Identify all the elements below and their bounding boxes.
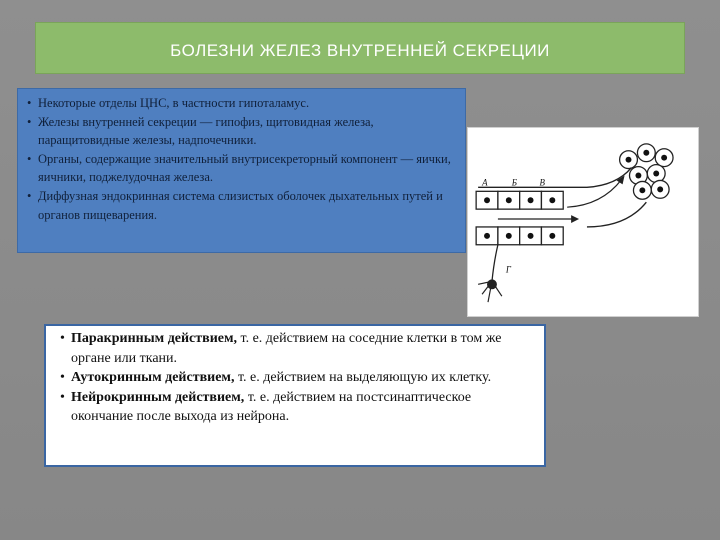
list-item	[60, 329, 536, 368]
list-item: • Некоторые отделы ЦНС, в частности гипоталамус.	[27, 94, 459, 113]
neuron-body	[487, 279, 497, 289]
definition: т. е. действием на выделяющую их клетку.	[234, 370, 492, 385]
definition: т. е. действием на соседние клетки в том же органе или ткани.	[71, 331, 502, 366]
endocrine-organs-box	[17, 88, 466, 253]
vessel-upper-wall	[478, 168, 631, 188]
label-a: А	[482, 177, 488, 188]
vessel-lower-wall	[587, 202, 646, 227]
neuron-axon	[492, 245, 498, 282]
lumen-arrowhead	[571, 215, 579, 223]
hormone-action-diagram	[467, 127, 699, 317]
action-types-box	[44, 324, 546, 467]
diagram-svg	[468, 128, 698, 316]
title-bar	[35, 22, 685, 74]
term: Нейрокринным действием,	[71, 389, 245, 405]
slide-title: БОЛЕЗНИ ЖЕЛЕЗ ВНУТРЕННЕЙ СЕКРЕЦИИ	[170, 41, 550, 60]
label-v: В	[539, 177, 545, 188]
list-item	[60, 368, 536, 388]
list-item: • Железы внутренней секреции — гипофиз, щитовидная железа, паращитовидные железы, надпочечники.	[27, 113, 459, 150]
list-item: • Диффузная эндокринная система слизистых оболочек дыхательных путей и органов пищеварения.	[27, 187, 459, 224]
term: Аутокринным действием,	[71, 370, 235, 385]
list-item	[60, 388, 536, 427]
label-g: Г	[505, 264, 511, 275]
definition: т. е. действием на постсинаптическое окончание после выхода из нейрона.	[71, 389, 472, 424]
endocrine-organs-list	[27, 94, 459, 224]
term: Паракринным действием,	[71, 331, 238, 346]
action-types-list	[60, 329, 536, 427]
label-b: Б	[511, 177, 518, 188]
list-item: • Органы, содержащие значительный внутрисекреторный компонент — яички, яичники, поджелудочная железа.	[27, 150, 459, 187]
hormone-flow-arrow	[567, 179, 621, 207]
